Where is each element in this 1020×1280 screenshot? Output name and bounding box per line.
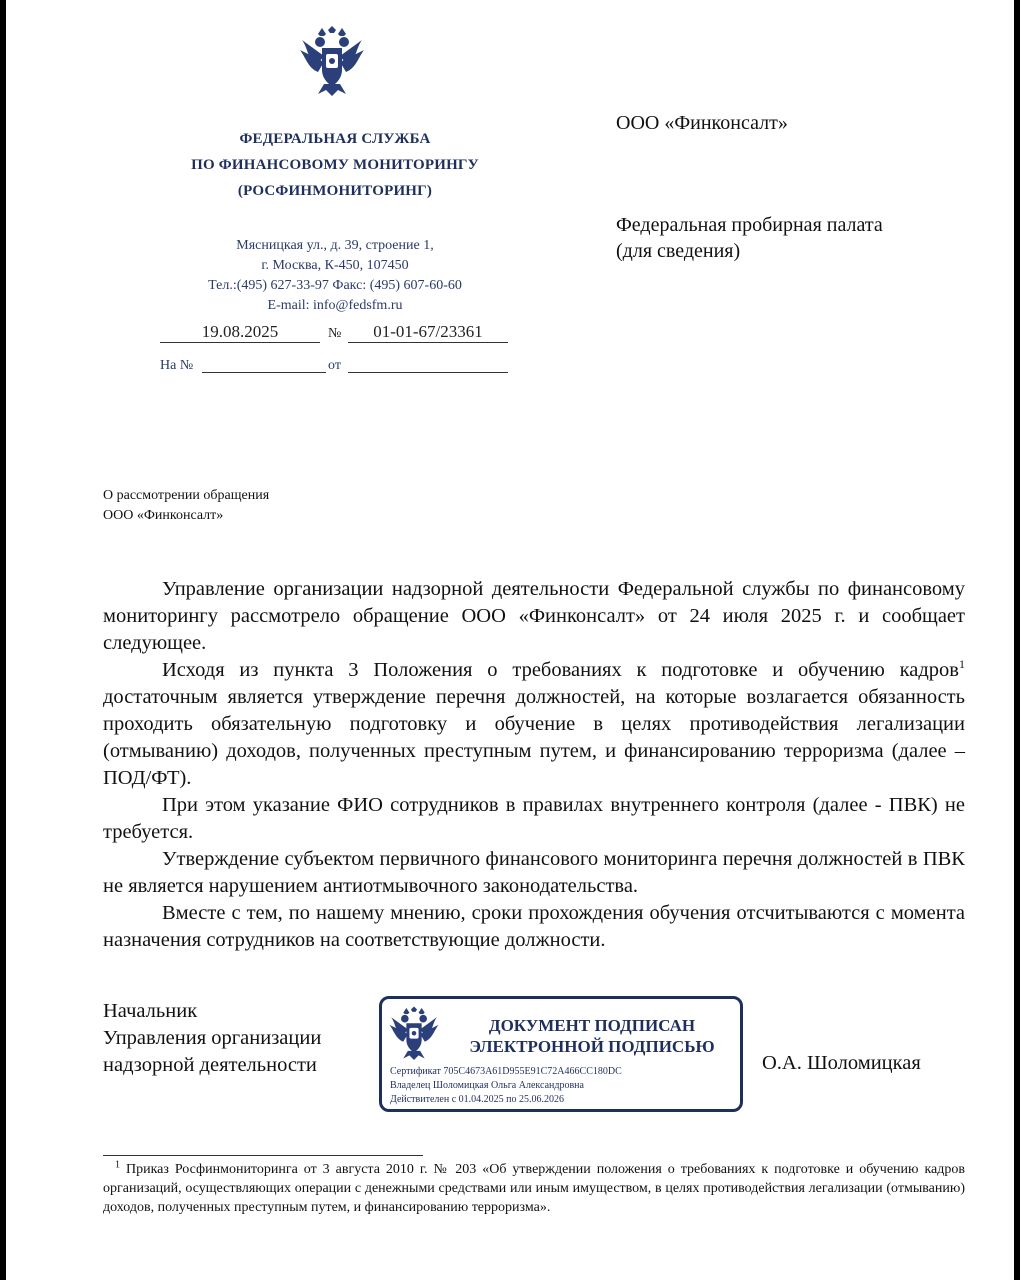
recipient-secondary-line2: (для сведения) (616, 240, 741, 262)
body-paragraph-2-end: достаточным является утверждение перечня должностей, на которые возлагается обязанность проходить обязательную подготовку и обучение в целях противодействия легализации (отмыванию) доходов, полученных преступным путем, и финансированию терроризма (далее – ПОД/ФТ). (103, 686, 965, 789)
org-name-line3: (РОСФИНМОНИТОРИНГ) (237, 183, 433, 199)
registration-date: 19.08.2025 (160, 322, 320, 343)
stamp-validity: Действителен с 01.04.2025 по 25.06.2026 (390, 1094, 564, 1105)
subject-line1: О рассмотрении обращения (103, 488, 270, 503)
signatory-name: О.А. Шоломицкая (762, 1052, 921, 1074)
sender-address (150, 236, 520, 316)
signatory-title-line1: Начальник (103, 1000, 198, 1022)
registration-number: 01-01-67/23361 (348, 322, 508, 343)
address-line2: г. Москва, К-450, 107450 (261, 258, 409, 273)
reference-date-blank (348, 372, 508, 373)
org-name-line2: ПО ФИНАНСОВОМУ МОНИТОРИНГУ (191, 157, 479, 173)
stamp-title-line1: ДОКУМЕНТ ПОДПИСАН (488, 1016, 696, 1035)
address-line4: E-mail: info@fedsfm.ru (267, 298, 403, 313)
signatory-title-line3: надзорной деятельности (103, 1054, 317, 1076)
registration-line (160, 322, 508, 346)
stamp-eagle-emblem-icon (388, 1005, 440, 1063)
electronic-signature-stamp (379, 996, 743, 1112)
signatory-title (103, 998, 373, 1079)
body-paragraph-2-start: Исходя из пункта 3 Положения о требованиях к подготовке и обучению кадров (162, 659, 959, 681)
body-paragraph-1: Управление организации надзорной деятельности Федеральной службы по финансовому мониторингу рассмотрело обращение ООО «Финконсалт» от 24 июля 2025 г. и сообщает следующее. (103, 578, 965, 654)
registration-number-label: № (328, 326, 342, 341)
reference-number-label: На № (160, 358, 194, 373)
eagle-emblem-icon (298, 26, 366, 98)
footnote-separator (103, 1155, 423, 1156)
address-line3: Тел.:(495) 627-33-97 Факс: (495) 607-60-60 (208, 278, 462, 293)
body-paragraph-5: Вместе с тем, по нашему мнению, сроки прохождения обучения отсчитываются с момента назначения сотрудников на соответствующие должности. (103, 902, 965, 951)
stamp-title (442, 1015, 742, 1057)
reference-number-blank (202, 372, 326, 373)
letter-subject (103, 486, 403, 526)
signatory-title-line2: Управления организации (103, 1027, 322, 1049)
footnote (103, 1160, 965, 1217)
recipient-secondary-line1: Федеральная пробирная палата (616, 214, 883, 236)
body-paragraph-2 (103, 657, 965, 792)
recipients-block (616, 110, 976, 264)
body-paragraph-3: При этом указание ФИО сотрудников в правилах внутреннего контроля (далее - ПВК) не требуется. (103, 794, 965, 843)
recipient-secondary (616, 212, 976, 264)
footnote-reference: 1 (959, 657, 965, 672)
recipient-primary: ООО «Финконсалт» (616, 112, 788, 134)
reference-date-label: от (328, 358, 341, 373)
footnote-text: Приказ Росфинмониторинга от 3 августа 2010 г. № 203 «Об утверждении положения о требованиях к подготовке и обучению кадров организаций, осуществляющих операции с денежными средствами или иным имуществом, в целях противодействия легализации (отмыванию) доходов, полученных преступным путем, и финансированию терроризма». (103, 1162, 965, 1215)
stamp-title-line2: ЭЛЕКТРОННОЙ ПОДПИСЬЮ (469, 1037, 715, 1056)
stamp-owner: Владелец Шоломицкая Ольга Александровна (390, 1080, 584, 1091)
body-paragraph-4: Утверждение субъектом первичного финансового мониторинга перечня должностей в ПВК не является нарушением антиотмывочного законодательства. (103, 848, 965, 897)
left-frame-bar (0, 0, 6, 1280)
org-name-line1: ФЕДЕРАЛЬНАЯ СЛУЖБА (239, 131, 431, 147)
address-line1: Мясницкая ул., д. 39, строение 1, (236, 238, 434, 253)
letter-body (103, 576, 965, 954)
footnote-mark: 1 (115, 1159, 120, 1171)
sender-organization-block (150, 126, 520, 316)
stamp-details (390, 1065, 622, 1107)
stamp-certificate: Сертификат 705C4673A61D955E91C72A466CC180DC (390, 1066, 622, 1077)
subject-line2: ООО «Финконсалт» (103, 508, 224, 523)
right-frame-bar (1014, 0, 1020, 1280)
